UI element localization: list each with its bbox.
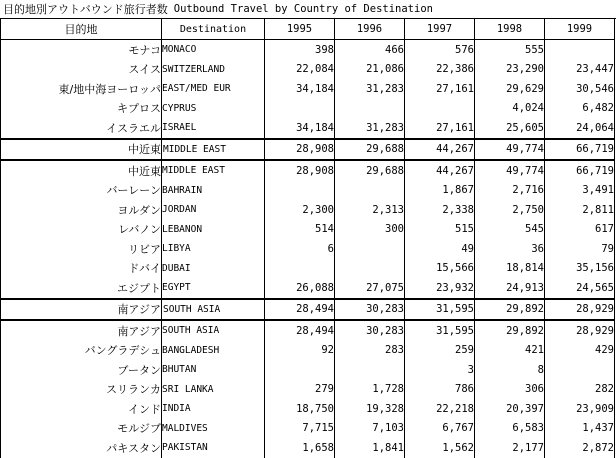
- destination-en-cell[interactable]: SRI LANKA: [162, 380, 265, 400]
- destination-jp-cell[interactable]: ドバイ: [1, 259, 162, 279]
- value-cell-1999[interactable]: 23,447: [545, 60, 615, 80]
- value-cell-1997[interactable]: 27,161: [405, 79, 475, 99]
- value-cell-1995[interactable]: 514: [265, 220, 335, 240]
- value-cell-1995[interactable]: 28,908: [265, 139, 335, 161]
- value-cell-1997[interactable]: 22,386: [405, 60, 475, 80]
- value-cell-1997[interactable]: 3: [405, 360, 475, 380]
- value-cell-1999[interactable]: 282: [545, 380, 615, 400]
- value-cell-1999[interactable]: 79: [545, 239, 615, 259]
- table-row: [1, 99, 615, 119]
- value-cell-1999[interactable]: 24,064: [545, 118, 615, 139]
- destination-en-cell[interactable]: JORDAN: [162, 200, 265, 220]
- table-row: [1, 419, 615, 439]
- value-cell-1996[interactable]: [335, 181, 405, 201]
- title-en: Outbound Travel by Country of Destination: [173, 3, 433, 15]
- table-row: [1, 320, 615, 341]
- value-cell-1999[interactable]: 66,719: [545, 160, 615, 181]
- value-cell-1995[interactable]: [265, 99, 335, 119]
- region-subtotal-row: [1, 139, 615, 161]
- value-cell-1995[interactable]: 18,750: [265, 399, 335, 419]
- table-row: [1, 399, 615, 419]
- table-row: [1, 380, 615, 400]
- value-cell-1998[interactable]: 49,774: [475, 160, 545, 181]
- value-cell-1996[interactable]: [335, 360, 405, 380]
- value-cell-1998[interactable]: 36: [475, 239, 545, 259]
- value-cell-1997[interactable]: 23,932: [405, 278, 475, 299]
- table-row: [1, 200, 615, 220]
- value-cell-1997[interactable]: 31,595: [405, 320, 475, 341]
- value-cell-1996[interactable]: 27,075: [335, 278, 405, 299]
- destination-en-cell[interactable]: INDIA: [162, 399, 265, 419]
- value-cell-1995[interactable]: 28,494: [265, 320, 335, 341]
- value-cell-1998[interactable]: 18,814: [475, 259, 545, 279]
- value-cell-1996[interactable]: 1,841: [335, 438, 405, 458]
- region-subtotal-row: [1, 299, 615, 321]
- value-cell-1997[interactable]: 1,562: [405, 438, 475, 458]
- value-cell-1996[interactable]: 21,086: [335, 60, 405, 80]
- table-row: [1, 341, 615, 361]
- value-cell-1995[interactable]: 34,184: [265, 79, 335, 99]
- value-cell-1996[interactable]: 466: [335, 40, 405, 60]
- destination-jp-cell[interactable]: パキスタン: [1, 438, 162, 458]
- destination-jp-cell[interactable]: 南アジア: [1, 299, 162, 321]
- value-cell-1997[interactable]: 15,566: [405, 259, 475, 279]
- table-row: [1, 239, 615, 259]
- destination-jp-cell[interactable]: 東/地中海ヨーロッパ: [1, 79, 162, 99]
- value-cell-1997[interactable]: 259: [405, 341, 475, 361]
- value-cell-1998[interactable]: 2,750: [475, 200, 545, 220]
- destination-en-cell[interactable]: BAHRAIN: [162, 181, 265, 201]
- value-cell-1997[interactable]: 515: [405, 220, 475, 240]
- value-cell-1995[interactable]: 2,300: [265, 200, 335, 220]
- value-cell-1996[interactable]: [335, 259, 405, 279]
- value-cell-1998[interactable]: 25,605: [475, 118, 545, 139]
- value-cell-1996[interactable]: 283: [335, 341, 405, 361]
- destination-jp-cell[interactable]: バーレーン: [1, 181, 162, 201]
- destination-jp-cell[interactable]: レバノン: [1, 220, 162, 240]
- value-cell-1996[interactable]: 19,328: [335, 399, 405, 419]
- table-row: [1, 181, 615, 201]
- destination-jp-cell[interactable]: 中近東: [1, 139, 162, 161]
- destination-en-cell[interactable]: PAKISTAN: [162, 438, 265, 458]
- table-row: [1, 220, 615, 240]
- value-cell-1998[interactable]: 545: [475, 220, 545, 240]
- header-destination-jp[interactable]: 目的地: [1, 19, 162, 40]
- value-cell-1999[interactable]: 6,482: [545, 99, 615, 119]
- destination-jp-cell[interactable]: イスラエル: [1, 118, 162, 139]
- destination-jp-cell[interactable]: スリランカ: [1, 380, 162, 400]
- value-cell-1995[interactable]: 279: [265, 380, 335, 400]
- value-cell-1998[interactable]: 29,892: [475, 299, 545, 321]
- destination-jp-cell[interactable]: スイス: [1, 60, 162, 80]
- destination-en-cell[interactable]: LIBYA: [162, 239, 265, 259]
- value-cell-1998[interactable]: 2,177: [475, 438, 545, 458]
- value-cell-1995[interactable]: 7,715: [265, 419, 335, 439]
- destination-en-cell[interactable]: EAST/MED EUR: [162, 79, 265, 99]
- destination-jp-cell[interactable]: リビア: [1, 239, 162, 259]
- value-cell-1995[interactable]: 26,088: [265, 278, 335, 299]
- value-cell-1997[interactable]: 44,267: [405, 139, 475, 161]
- value-cell-1997[interactable]: 49: [405, 239, 475, 259]
- destination-en-cell[interactable]: MIDDLE EAST: [162, 160, 265, 181]
- destination-jp-cell[interactable]: バングラデシュ: [1, 341, 162, 361]
- header-year-1995[interactable]: 1995: [265, 19, 335, 40]
- destination-jp-cell[interactable]: ヨルダン: [1, 200, 162, 220]
- header-year-1997[interactable]: 1997: [405, 19, 475, 40]
- value-cell-1998[interactable]: 24,913: [475, 278, 545, 299]
- value-cell-1998[interactable]: 6,583: [475, 419, 545, 439]
- table-row: [1, 278, 615, 299]
- value-cell-1996[interactable]: 30,283: [335, 299, 405, 321]
- value-cell-1995[interactable]: 34,184: [265, 118, 335, 139]
- value-cell-1998[interactable]: 306: [475, 380, 545, 400]
- value-cell-1998[interactable]: 20,397: [475, 399, 545, 419]
- value-cell-1997[interactable]: 576: [405, 40, 475, 60]
- header-year-1996[interactable]: 1996: [335, 19, 405, 40]
- value-cell-1999[interactable]: 429: [545, 341, 615, 361]
- value-cell-1999[interactable]: 2,811: [545, 200, 615, 220]
- value-cell-1997[interactable]: 44,267: [405, 160, 475, 181]
- value-cell-1997[interactable]: 786: [405, 380, 475, 400]
- value-cell-1999[interactable]: 24,565: [545, 278, 615, 299]
- title-jp: 目的地別アウトバウンド旅行者数: [3, 3, 168, 16]
- value-cell-1999[interactable]: [545, 360, 615, 380]
- value-cell-1998[interactable]: 23,290: [475, 60, 545, 80]
- value-cell-1995[interactable]: [265, 259, 335, 279]
- value-cell-1995[interactable]: 22,084: [265, 60, 335, 80]
- value-cell-1996[interactable]: 300: [335, 220, 405, 240]
- table-row: [1, 79, 615, 99]
- destination-en-cell[interactable]: SWITZERLAND: [162, 60, 265, 80]
- table-row: [1, 60, 615, 80]
- header-year-1999[interactable]: 1999: [545, 19, 615, 40]
- value-cell-1995[interactable]: 398: [265, 40, 335, 60]
- value-cell-1998[interactable]: 2,716: [475, 181, 545, 201]
- value-cell-1997[interactable]: 6,767: [405, 419, 475, 439]
- value-cell-1996[interactable]: [335, 99, 405, 119]
- destination-en-cell[interactable]: SOUTH ASIA: [162, 299, 265, 321]
- value-cell-1999[interactable]: 2,872: [545, 438, 615, 458]
- value-cell-1996[interactable]: 29,688: [335, 160, 405, 181]
- destination-en-cell[interactable]: CYPRUS: [162, 99, 265, 119]
- value-cell-1998[interactable]: 4,024: [475, 99, 545, 119]
- value-cell-1996[interactable]: [335, 239, 405, 259]
- value-cell-1996[interactable]: 2,313: [335, 200, 405, 220]
- value-cell-1999[interactable]: 23,909: [545, 399, 615, 419]
- destination-en-cell[interactable]: ISRAEL: [162, 118, 265, 139]
- header-row: [1, 19, 615, 40]
- value-cell-1995[interactable]: 28,908: [265, 160, 335, 181]
- value-cell-1995[interactable]: 6: [265, 239, 335, 259]
- value-cell-1996[interactable]: 1,728: [335, 380, 405, 400]
- value-cell-1995[interactable]: 1,658: [265, 438, 335, 458]
- value-cell-1998[interactable]: 29,629: [475, 79, 545, 99]
- data-table: [0, 19, 615, 458]
- table-row: [1, 118, 615, 139]
- destination-en-cell[interactable]: MALDIVES: [162, 419, 265, 439]
- destination-jp-cell[interactable]: モルジブ: [1, 419, 162, 439]
- value-cell-1995[interactable]: 28,494: [265, 299, 335, 321]
- value-cell-1996[interactable]: 30,283: [335, 320, 405, 341]
- destination-en-cell[interactable]: SOUTH ASIA: [162, 320, 265, 341]
- value-cell-1997[interactable]: 31,595: [405, 299, 475, 321]
- value-cell-1998[interactable]: 49,774: [475, 139, 545, 161]
- destination-jp-cell[interactable]: 中近東: [1, 160, 162, 181]
- destination-jp-cell[interactable]: エジプト: [1, 278, 162, 299]
- value-cell-1998[interactable]: 29,892: [475, 320, 545, 341]
- value-cell-1999[interactable]: 617: [545, 220, 615, 240]
- value-cell-1996[interactable]: 29,688: [335, 139, 405, 161]
- value-cell-1999[interactable]: 35,156: [545, 259, 615, 279]
- destination-en-cell[interactable]: MIDDLE EAST: [162, 139, 265, 161]
- table-row: [1, 160, 615, 181]
- header-year-1998[interactable]: 1998: [475, 19, 545, 40]
- table-row: [1, 40, 615, 60]
- destination-en-cell[interactable]: MONACO: [162, 40, 265, 60]
- value-cell-1996[interactable]: 31,283: [335, 118, 405, 139]
- value-cell-1999[interactable]: 1,437: [545, 419, 615, 439]
- value-cell-1997[interactable]: 27,161: [405, 118, 475, 139]
- value-cell-1999[interactable]: 28,929: [545, 299, 615, 321]
- value-cell-1997[interactable]: [405, 99, 475, 119]
- destination-en-cell[interactable]: BHUTAN: [162, 360, 265, 380]
- value-cell-1999[interactable]: 30,546: [545, 79, 615, 99]
- table-row: [1, 259, 615, 279]
- destination-en-cell[interactable]: DUBAI: [162, 259, 265, 279]
- destination-jp-cell[interactable]: モナコ: [1, 40, 162, 60]
- destination-en-cell[interactable]: LEBANON: [162, 220, 265, 240]
- value-cell-1995[interactable]: 92: [265, 341, 335, 361]
- value-cell-1995[interactable]: [265, 181, 335, 201]
- value-cell-1995[interactable]: [265, 360, 335, 380]
- destination-en-cell[interactable]: BANGLADESH: [162, 341, 265, 361]
- header-destination-en[interactable]: Destination: [162, 19, 265, 40]
- destination-jp-cell[interactable]: インド: [1, 399, 162, 419]
- table-row: [1, 360, 615, 380]
- destination-en-cell[interactable]: EGYPT: [162, 278, 265, 299]
- value-cell-1999[interactable]: 66,719: [545, 139, 615, 161]
- value-cell-1998[interactable]: 421: [475, 341, 545, 361]
- value-cell-1996[interactable]: 31,283: [335, 79, 405, 99]
- destination-jp-cell[interactable]: ブータン: [1, 360, 162, 380]
- value-cell-1998[interactable]: 555: [475, 40, 545, 60]
- value-cell-1997[interactable]: 2,338: [405, 200, 475, 220]
- destination-jp-cell[interactable]: キプロス: [1, 99, 162, 119]
- value-cell-1999[interactable]: 3,491: [545, 181, 615, 201]
- sheet-title: [0, 0, 616, 19]
- value-cell-1997[interactable]: 22,218: [405, 399, 475, 419]
- value-cell-1996[interactable]: 7,103: [335, 419, 405, 439]
- destination-jp-cell[interactable]: 南アジア: [1, 320, 162, 341]
- value-cell-1999[interactable]: 28,929: [545, 320, 615, 341]
- value-cell-1997[interactable]: 1,867: [405, 181, 475, 201]
- value-cell-1999[interactable]: [545, 40, 615, 60]
- value-cell-1998[interactable]: 8: [475, 360, 545, 380]
